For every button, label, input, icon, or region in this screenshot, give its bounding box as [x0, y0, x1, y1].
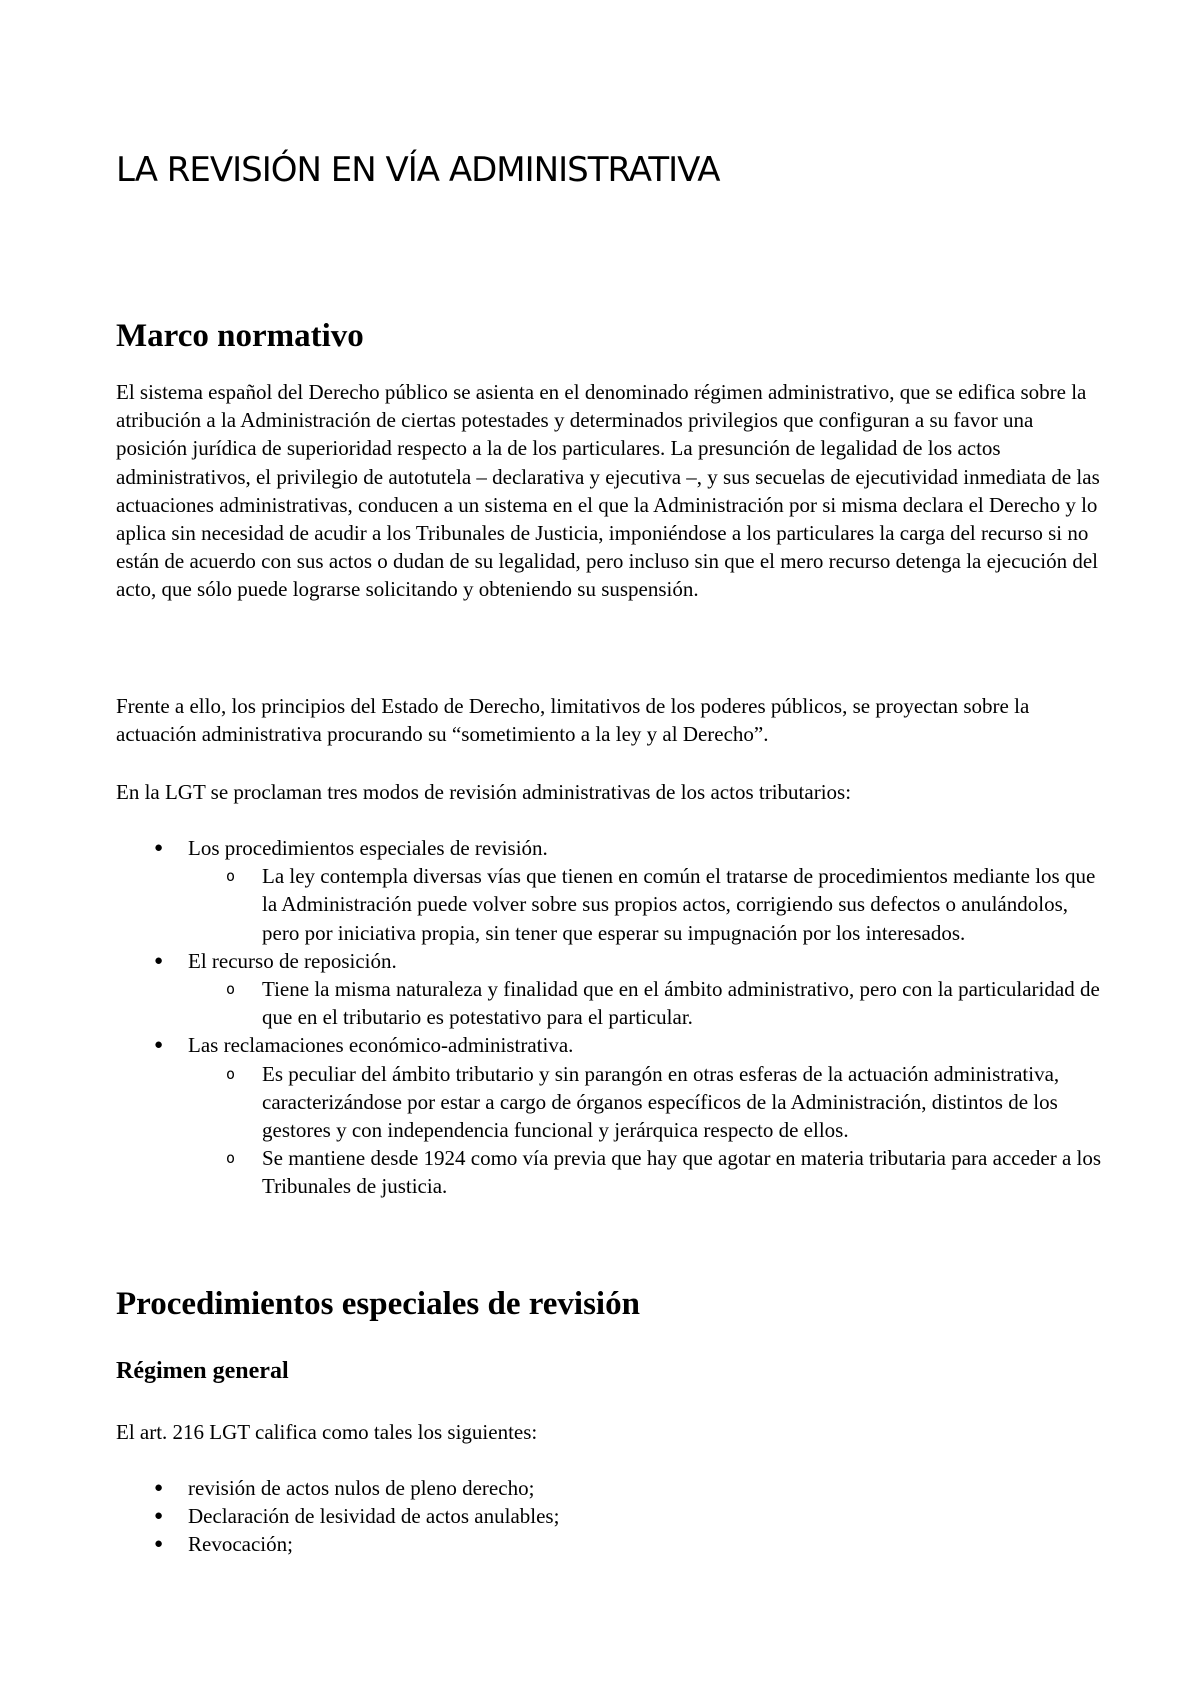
list-item-label: Revocación;	[188, 1532, 293, 1557]
list-item	[116, 1530, 1106, 1558]
circle-bullet-icon: o	[226, 1064, 236, 1083]
document-title: LA REVISIÓN EN VÍA ADMINISTRATIVA	[116, 150, 720, 190]
section-heading-marco-normativo: Marco normativo	[116, 318, 364, 354]
sub-list-item	[116, 1060, 1106, 1145]
list-item-label: Los procedimientos especiales de revisión.	[188, 836, 548, 860]
section-heading-procedimientos-especiales: Procedimientos especiales de revisión	[116, 1286, 640, 1322]
subsection-heading-regimen-general: Régimen general	[116, 1358, 289, 1384]
sub-list-item	[116, 975, 1106, 1031]
bullet-icon: ●	[154, 1536, 164, 1553]
list-item-label: Declaración de lesividad de actos anulables;	[188, 1504, 560, 1529]
list-item-label: Las reclamaciones económico-administrativa.	[188, 1033, 574, 1058]
bullet-icon: ●	[154, 1037, 164, 1054]
sub-list-item	[116, 862, 1106, 947]
list-item-label: revisión de actos nulos de pleno derecho;	[188, 1476, 535, 1500]
sub-list-item	[116, 1144, 1106, 1200]
list-item	[116, 947, 1106, 1032]
circle-bullet-icon: o	[226, 980, 236, 999]
sub-list-item-text: Tiene la misma naturaleza y finalidad que en el ámbito administrativo, pero con la particularidad de que en el tributario es potestativo para el particular.	[262, 977, 1100, 1030]
list-item	[116, 834, 1106, 947]
sub-list-item-text: La ley contempla diversas vías que tienen en común el tratarse de procedimientos mediante los que la Administración puede volver sobre sus propios actos, corrigiendo sus defectos o anulándolos, pero por iniciativa propia, sin tener que esperar su impugnación por los interesados.	[262, 864, 1096, 945]
sub-list	[188, 862, 1106, 947]
bullet-icon: ●	[154, 840, 164, 856]
paragraph-estado-de-derecho: Frente a ello, los principios del Estado de Derecho, limitativos de los poderes públicos, se proyectan sobre la actuación administrativa procurando su “sometimiento a la ley y al Derecho”.	[116, 694, 1030, 747]
list-item	[116, 1031, 1106, 1200]
bullet-icon: ●	[154, 1508, 164, 1525]
sub-list-item-text: Se mantiene desde 1924 como vía previa que hay que agotar en materia tributaria para acceder a los Tribunales de justicia.	[262, 1146, 1102, 1199]
circle-bullet-icon: o	[226, 1149, 236, 1168]
paragraph-art-216: El art. 216 LGT califica como tales los siguientes:	[116, 1420, 538, 1444]
circle-bullet-icon: o	[226, 867, 236, 886]
bullet-icon: ●	[154, 952, 164, 969]
sub-list-item-text: Es peculiar del ámbito tributario y sin parangón en otras esferas de la actuación administrativa, caracterizándose por estar a cargo de órganos específicos de la Administración, distintos de los gestores y con independencia funcional y jerárquica respecto de ellos.	[262, 1061, 1060, 1143]
revision-modes-list	[116, 834, 1106, 1201]
list-item-label: El recurso de reposición.	[188, 948, 397, 973]
list-item	[116, 1474, 1106, 1502]
procedures-list	[116, 1474, 1106, 1559]
bullet-icon: ●	[154, 1480, 164, 1496]
list-item	[116, 1502, 1106, 1530]
sub-list	[188, 975, 1106, 1031]
paragraph-regimen-administrativo: El sistema español del Derecho público se asienta en el denominado régimen administrativo, que se edifica sobre la atribución a la Administración de ciertas potestades y determinados privilegios que configuran a su favor una posición jurídica de superioridad respecto a la de los particulares. La presunción de legalidad de los actos administrativos, el privilegio de autotutela – declarativa y ejecutiva –, y sus secuelas de ejecutividad inmediata de las actuaciones administrativas, conducen a un sistema en el que la Administración por si misma declara el Derecho y lo aplica sin necesidad de acudir a los Tribunales de Justicia, imponiéndose a los particulares la carga del recurso si no están de acuerdo con sus actos o dudan de su legalidad, pero incluso sin que el mero recurso detenga la ejecución del acto, que sólo puede lograrse solicitando y obteniendo su suspensión.	[116, 380, 1100, 602]
sub-list	[188, 1060, 1106, 1201]
paragraph-modos-de-revision: En la LGT se proclaman tres modos de revisión administrativas de los actos tributarios:	[116, 780, 852, 804]
